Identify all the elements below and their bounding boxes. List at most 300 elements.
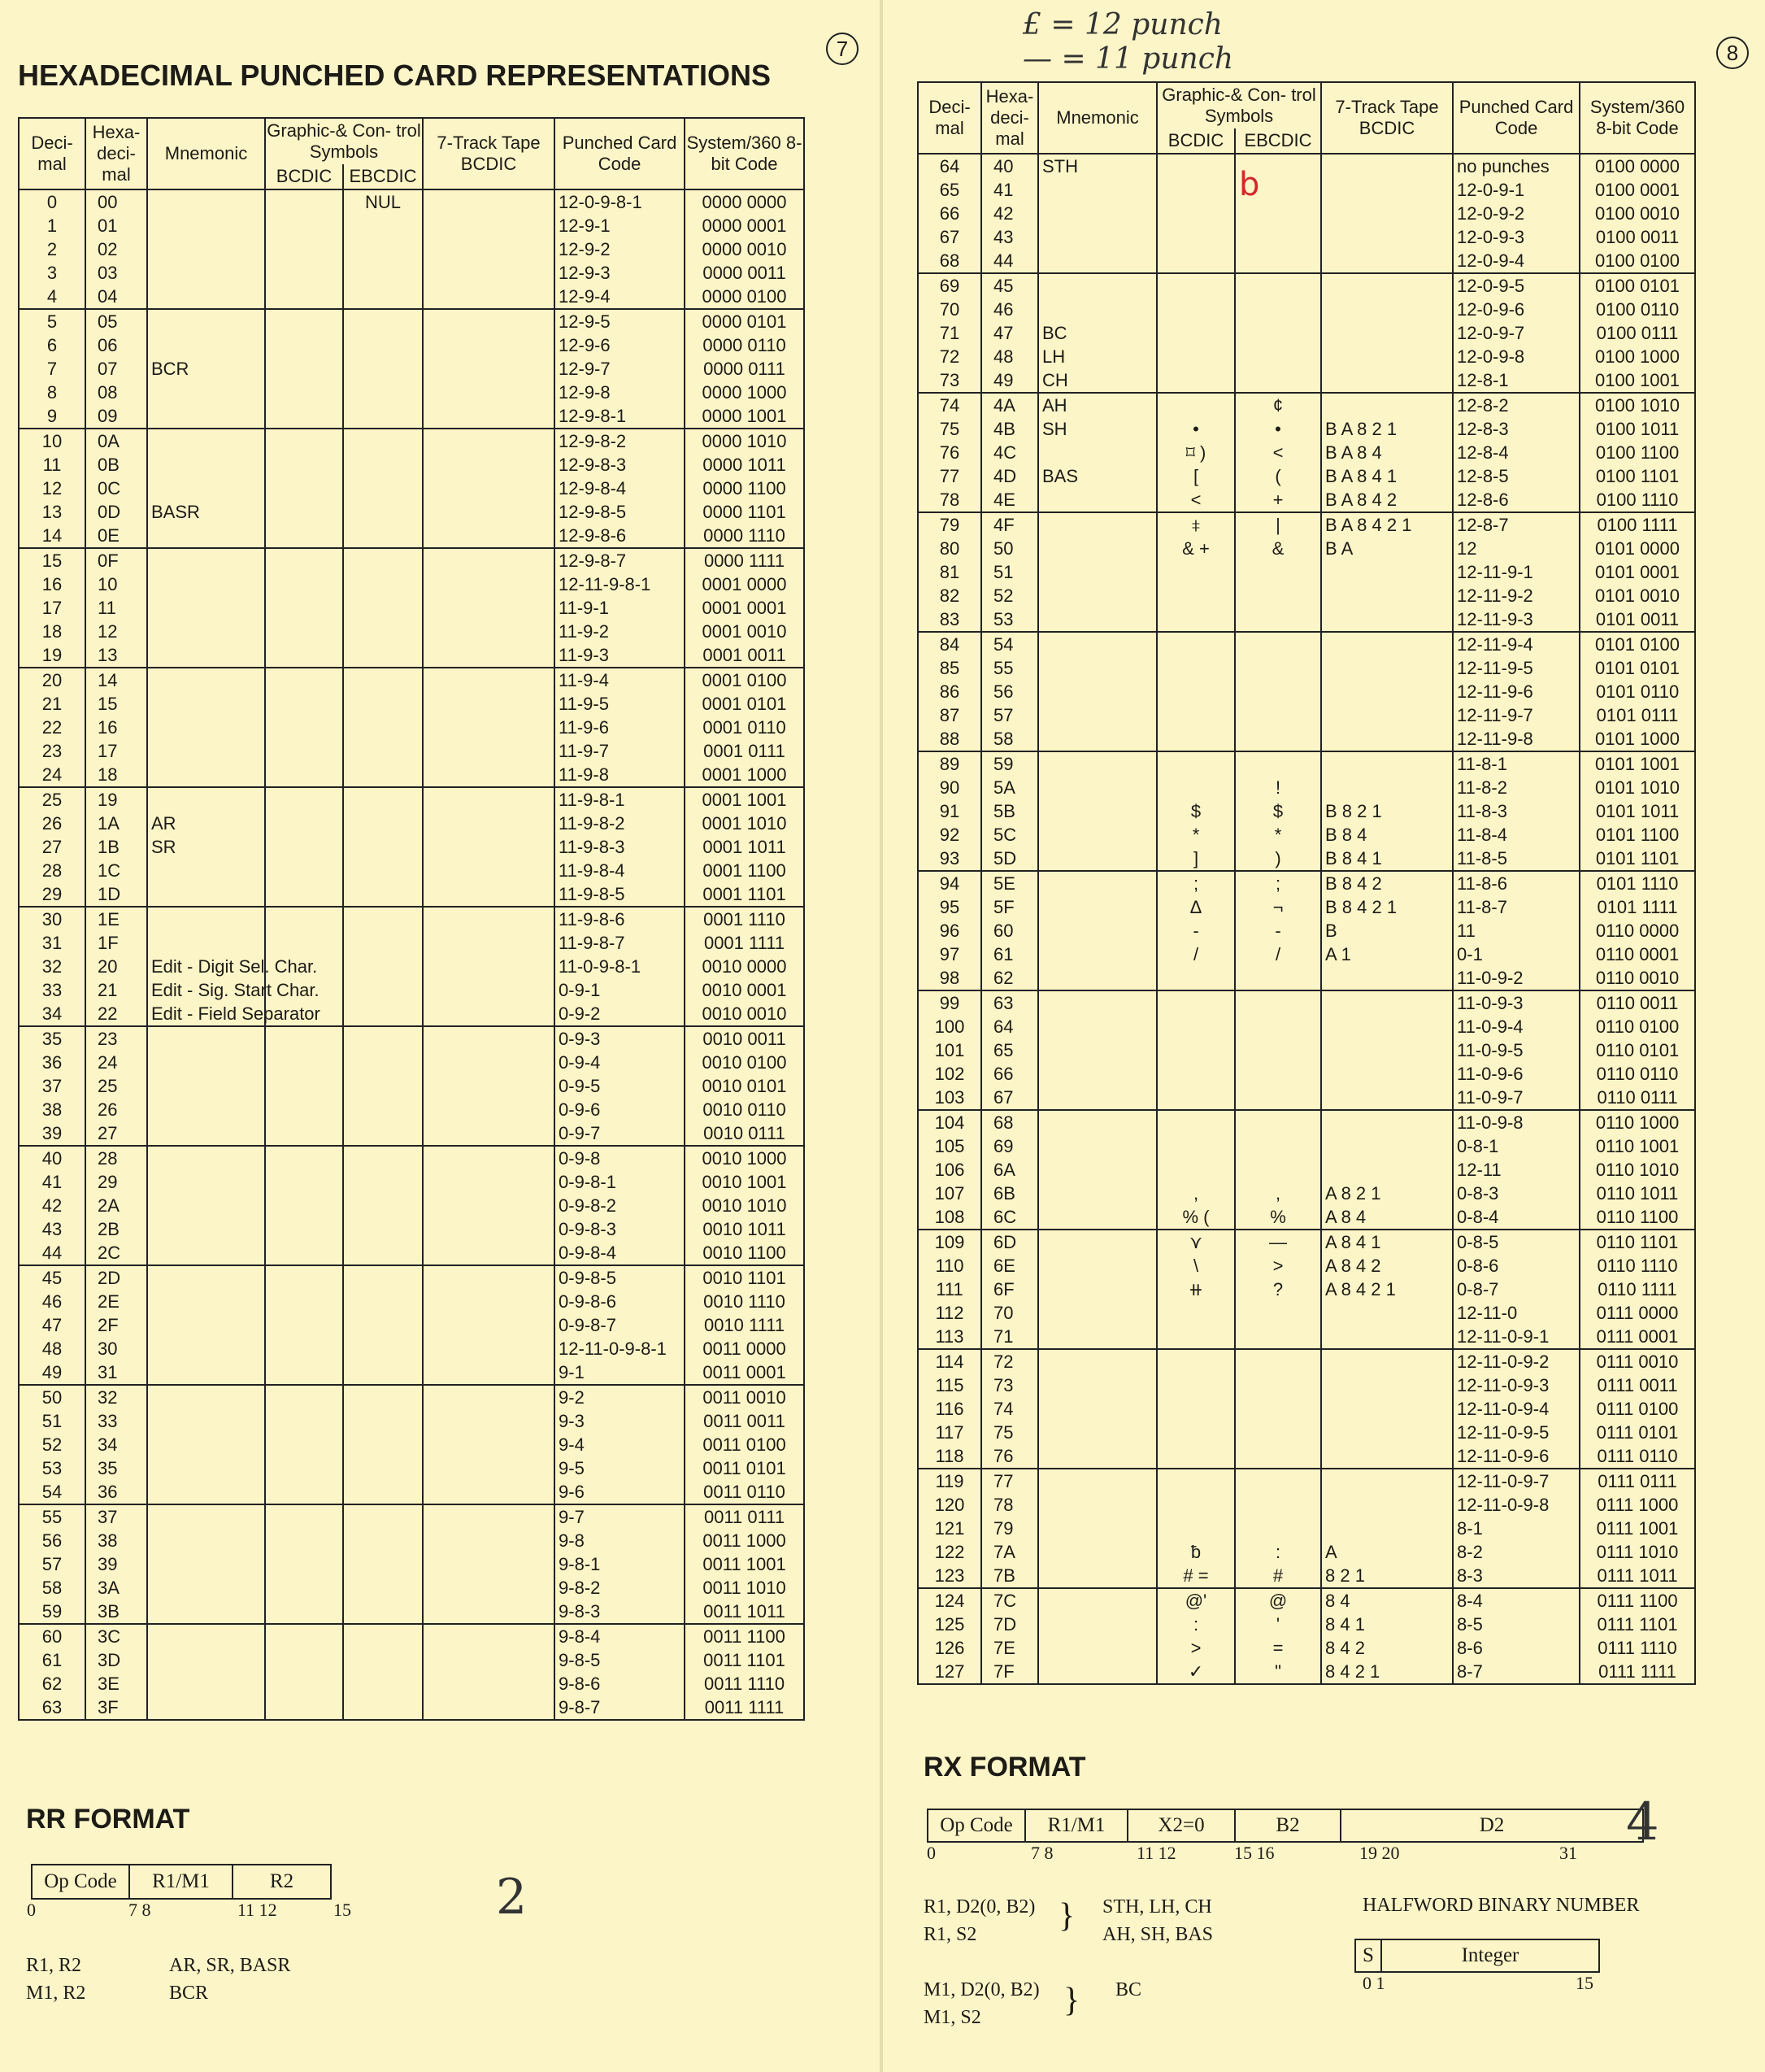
tape-cell [1321,321,1453,345]
decimal-cell: 35 [19,1026,85,1051]
decimal-cell: 111 [918,1278,981,1301]
mnemonic-cell [147,309,265,333]
ebcdic-symbol-cell [1235,1015,1321,1038]
rr-ops-1: R1, R2 [26,1955,82,1976]
bcdic-symbol-cell [265,1409,343,1433]
system-code-cell: 0111 0000 [1580,1301,1695,1325]
ebcdic-symbol-cell [1235,1469,1321,1493]
hex-cell: 0D [85,500,147,524]
table-row [918,656,1695,680]
bcdic-symbol-cell [265,333,343,357]
punched-code-cell: 9-8-5 [554,1648,685,1672]
tape-cell [423,524,554,548]
ebcdic-symbol-cell [343,1170,423,1194]
tape-cell [423,1529,554,1552]
hex-cell: 31 [85,1360,147,1385]
bcdic-symbol-cell [265,237,343,261]
decimal-cell: 115 [918,1373,981,1397]
system-code-cell: 0000 0110 [685,333,804,357]
punched-code-cell: 12-0-9-4 [1453,249,1580,273]
bcdic-symbol-cell [265,1290,343,1313]
ebcdic-symbol-cell [343,1121,423,1146]
hex-cell: 00 [85,189,147,214]
rr-mn-2: BCR [169,1983,209,2004]
system-code-cell: 0001 0001 [685,596,804,620]
tape-cell [423,739,554,763]
system-code-cell: 0011 0100 [685,1433,804,1456]
hex-cell: 5E [981,871,1038,895]
halfword-box [1354,1939,1600,1973]
bcdic-symbol-cell [265,1552,343,1576]
ebcdic-symbol-cell [343,237,423,261]
table-row [918,393,1695,417]
decimal-cell: 93 [918,847,981,871]
system-code-cell: 0111 0110 [1580,1444,1695,1469]
tape-cell [1321,1110,1453,1134]
punched-code-cell: 12-0-9-5 [1453,273,1580,298]
halfword-bit-0-1: 0 1 [1363,1973,1385,1993]
punched-code-cell: no punches [1453,154,1580,178]
punched-code-cell: 0-8-5 [1453,1230,1580,1254]
system-code-cell: 0010 1101 [685,1265,804,1290]
hex-cell: 19 [85,787,147,812]
bcdic-symbol-cell [1157,1373,1235,1397]
ebcdic-symbol-cell: / [1235,942,1321,966]
bcdic-symbol-cell: ⧧ [1157,512,1235,537]
decimal-cell: 95 [918,895,981,919]
system-code-cell: 0111 1000 [1580,1493,1695,1517]
hex-cell: 0B [85,453,147,477]
hex-cell: 1A [85,812,147,835]
system-code-cell: 0111 1100 [1580,1588,1695,1613]
system-code-cell: 0101 1111 [1580,895,1695,919]
header-tape-r: 7-Track Tape BCDIC [1321,82,1453,154]
system-code-cell: 0101 0101 [1580,656,1695,680]
system-code-cell: 0100 0011 [1580,225,1695,249]
tape-cell [423,882,554,907]
ebcdic-symbol-cell [1235,249,1321,273]
decimal-cell: 120 [918,1493,981,1517]
mnemonic-cell [147,1552,265,1576]
punched-code-cell: 11-8-1 [1453,751,1580,776]
tape-cell [423,357,554,381]
system-code-cell: 0001 0100 [685,668,804,692]
table-row [19,548,804,572]
punched-code-cell: 12-0-9-8 [1453,345,1580,368]
hex-cell: 67 [981,1086,1038,1110]
ebcdic-symbol-cell [343,1146,423,1170]
bcdic-symbol-cell [265,835,343,859]
tape-cell [423,643,554,668]
system-code-cell: 0110 1111 [1580,1278,1695,1301]
hex-cell: 4D [981,464,1038,488]
system-code-cell: 0011 1101 [685,1648,804,1672]
decimal-cell: 82 [918,584,981,607]
table-row [19,1672,804,1695]
table-row [19,1074,804,1098]
punched-code-cell: 12-11-9-8 [1453,727,1580,751]
system-code-cell: 0011 0000 [685,1337,804,1360]
ebcdic-symbol-cell [343,285,423,309]
mnemonic-cell [147,1360,265,1385]
ebcdic-symbol-cell: " [1235,1660,1321,1684]
decimal-cell: 48 [19,1337,85,1360]
ebcdic-symbol-cell [343,1313,423,1337]
punched-code-cell: 11-0-9-5 [1453,1038,1580,1062]
system-code-cell: 0011 1111 [685,1695,804,1720]
punched-code-cell: 11-9-5 [554,692,685,716]
hex-cell: 68 [981,1110,1038,1134]
tape-cell [1321,751,1453,776]
bcdic-symbol-cell [1157,1469,1235,1493]
bcdic-symbol-cell [1157,1110,1235,1134]
hex-cell: 02 [85,237,147,261]
punched-code-cell: 12-0-9-2 [1453,202,1580,225]
punched-code-cell: 0-9-4 [554,1051,685,1074]
decimal-cell: 56 [19,1529,85,1552]
tape-cell [423,1409,554,1433]
system-code-cell: 0110 0110 [1580,1062,1695,1086]
bcdic-symbol-cell [265,524,343,548]
tape-cell [1321,1062,1453,1086]
tape-cell [1321,345,1453,368]
header-tape: 7-Track Tape BCDIC [423,118,554,189]
hex-cell: 2F [85,1313,147,1337]
punched-code-cell: 12-0-9-7 [1453,321,1580,345]
tape-cell [423,812,554,835]
rx-mn-1a: STH, LH, CH [1102,1896,1212,1917]
ebcdic-symbol-cell: — [1235,1230,1321,1254]
punched-code-cell: 12-11-9-8-1 [554,572,685,596]
bcdic-symbol-cell [1157,1325,1235,1349]
system-code-cell: 0010 0101 [685,1074,804,1098]
system-code-cell: 0100 1110 [1580,488,1695,512]
tape-cell [1321,249,1453,273]
system-code-cell: 0010 0001 [685,978,804,1002]
decimal-cell: 127 [918,1660,981,1684]
bcdic-symbol-cell [265,716,343,739]
system-code-cell: 0011 0011 [685,1409,804,1433]
punched-code-cell: 0-9-2 [554,1002,685,1026]
bcdic-symbol-cell [1157,298,1235,321]
hex-cell: 11 [85,596,147,620]
table-row [918,632,1695,656]
mnemonic-cell [147,1456,265,1480]
mnemonic-cell [1038,1062,1157,1086]
punched-code-cell: 12-9-1 [554,214,685,237]
hex-cell: 23 [85,1026,147,1051]
decimal-cell: 72 [918,345,981,368]
ebcdic-symbol-cell [1235,1086,1321,1110]
rx-field-r1m1: R1/M1 [1026,1810,1128,1841]
table-row [19,1433,804,1456]
system-code-cell: 0110 1101 [1580,1230,1695,1254]
bcdic-symbol-cell [265,1504,343,1529]
bcdic-symbol-cell [265,1170,343,1194]
ebcdic-symbol-cell [1235,1444,1321,1469]
decimal-cell: 0 [19,189,85,214]
system-code-cell: 0110 1010 [1580,1158,1695,1182]
bcdic-symbol-cell [1157,990,1235,1015]
decimal-cell: 22 [19,716,85,739]
table-row [19,1098,804,1121]
mnemonic-cell [147,692,265,716]
ebcdic-symbol-cell [1235,1325,1321,1349]
system-code-cell: 0001 1000 [685,763,804,787]
mnemonic-cell [147,739,265,763]
mnemonic-cell [147,1433,265,1456]
hex-cell: 6D [981,1230,1038,1254]
bcdic-symbol-cell [265,668,343,692]
tape-cell [423,1194,554,1217]
hex-cell: 59 [981,751,1038,776]
bcdic-symbol-cell [265,643,343,668]
system-code-cell: 0011 1001 [685,1552,804,1576]
hex-cell: 71 [981,1325,1038,1349]
mnemonic-cell [147,1313,265,1337]
table-row [19,1002,804,1026]
tape-cell [423,1576,554,1600]
punched-code-cell: 9-3 [554,1409,685,1433]
table-row [918,584,1695,607]
tape-cell [423,1624,554,1648]
table-row [19,285,804,309]
punched-code-cell: 12-8-1 [1453,368,1580,393]
hex-cell: 45 [981,273,1038,298]
decimal-cell: 40 [19,1146,85,1170]
hex-cell: 5A [981,776,1038,799]
rx-bit-8: 7 8 [1031,1843,1054,1863]
bcdic-symbol-cell [1157,680,1235,703]
ebcdic-symbol-cell [343,1074,423,1098]
hex-cell: 73 [981,1373,1038,1397]
tape-cell [1321,727,1453,751]
hex-cell: 7B [981,1564,1038,1588]
punched-code-cell: 12-11-0-9-1 [1453,1325,1580,1349]
tape-cell [423,309,554,333]
ebcdic-symbol-cell [1235,680,1321,703]
punched-code-cell: 11 [1453,919,1580,942]
hex-cell: 2A [85,1194,147,1217]
bcdic-symbol-cell [1157,202,1235,225]
bcdic-symbol-cell [265,1121,343,1146]
hex-cell: 33 [85,1409,147,1433]
table-row [19,620,804,643]
tape-cell [1321,1301,1453,1325]
decimal-cell: 90 [918,776,981,799]
tape-cell [423,692,554,716]
tape-cell [423,1385,554,1409]
bcdic-symbol-cell [1157,1421,1235,1444]
mnemonic-cell [1038,560,1157,584]
punched-code-cell: 11-9-6 [554,716,685,739]
header-punched: Punched Card Code [554,118,685,189]
decimal-cell: 18 [19,620,85,643]
ebcdic-symbol-cell [343,1026,423,1051]
system-code-cell: 0111 1111 [1580,1660,1695,1684]
table-row [918,202,1695,225]
rr-bit-15: 15 [333,1900,351,1920]
ebcdic-symbol-cell [343,309,423,333]
system-code-cell: 0111 0011 [1580,1373,1695,1397]
header-hex: Hexa- deci- mal [85,118,147,189]
tape-cell [423,1074,554,1098]
decimal-cell: 53 [19,1456,85,1480]
table-row [918,1613,1695,1636]
punched-code-cell: 12-11-9-5 [1453,656,1580,680]
decimal-cell: 52 [19,1433,85,1456]
system-code-cell: 0001 1001 [685,787,804,812]
bcdic-symbol-cell [265,1624,343,1648]
hex-cell: 32 [85,1385,147,1409]
table-row [19,1217,804,1241]
bcdic-symbol-cell [265,404,343,429]
brace-1: } [1059,1897,1076,1935]
table-row [918,464,1695,488]
decimal-cell: 100 [918,1015,981,1038]
ebcdic-symbol-cell [1235,298,1321,321]
hex-cell: 5B [981,799,1038,823]
system-code-cell: 0101 0001 [1580,560,1695,584]
punched-code-cell: 12-11-9-1 [1453,560,1580,584]
punched-code-cell: 9-8-4 [554,1624,685,1648]
mnemonic-cell [1038,1517,1157,1540]
mnemonic-cell [1038,1349,1157,1373]
decimal-cell: 96 [918,919,981,942]
decimal-cell: 3 [19,261,85,285]
system-code-cell: 0111 0001 [1580,1325,1695,1349]
punched-code-cell: 8-1 [1453,1517,1580,1540]
hex-cell: 21 [85,978,147,1002]
table-row [918,680,1695,703]
table-row [19,1360,804,1385]
system-code-cell: 0001 0110 [685,716,804,739]
decimal-cell: 43 [19,1217,85,1241]
bcdic-symbol-cell [265,1456,343,1480]
hex-cell: 08 [85,381,147,404]
mnemonic-cell: BASR [147,500,265,524]
bcdic-symbol-cell [265,1360,343,1385]
table-row [19,835,804,859]
tape-cell: B [1321,919,1453,942]
hex-cell: 64 [981,1015,1038,1038]
punched-code-cell: 8-6 [1453,1636,1580,1660]
table-row [918,1015,1695,1038]
bcdic-symbol-cell [265,1074,343,1098]
tape-cell: B A [1321,537,1453,560]
mnemonic-cell [147,1504,265,1529]
punched-code-cell: 0-9-8-5 [554,1265,685,1290]
mnemonic-cell [147,333,265,357]
bcdic-symbol-cell [265,1695,343,1720]
punched-code-cell: 12-9-8 [554,381,685,404]
decimal-cell: 42 [19,1194,85,1217]
bcdic-symbol-cell [1157,1444,1235,1469]
punched-code-cell: 11-0-9-8-1 [554,955,685,978]
ebcdic-symbol-cell [343,1648,423,1672]
punched-code-cell: 12-8-7 [1453,512,1580,537]
decimal-cell: 13 [19,500,85,524]
bcdic-symbol-cell [265,1241,343,1265]
header-bcdic: BCDIC [265,164,343,189]
table-row [19,309,804,333]
bcdic-symbol-cell [265,1217,343,1241]
hex-cell: 51 [981,560,1038,584]
bcdic-symbol-cell [1157,1493,1235,1517]
mnemonic-cell [147,1026,265,1051]
punched-code-cell: 9-8-1 [554,1552,685,1576]
red-mark: b [1239,166,1260,203]
ebcdic-symbol-cell [343,572,423,596]
mnemonic-cell [147,643,265,668]
punched-code-cell: 11-9-8-1 [554,787,685,812]
ebcdic-symbol-cell [343,763,423,787]
decimal-cell: 85 [918,656,981,680]
system-code-cell: 0101 1101 [1580,847,1695,871]
punched-code-cell: 12-9-5 [554,309,685,333]
punched-code-cell: 11-9-8-3 [554,835,685,859]
bcdic-symbol-cell: ⌑ ) [1157,441,1235,464]
system-code-cell: 0101 1100 [1580,823,1695,847]
mnemonic-cell [1038,1444,1157,1469]
hex-cell: 55 [981,656,1038,680]
system-code-cell: 0001 0111 [685,739,804,763]
tape-cell [423,477,554,500]
table-row [918,1444,1695,1469]
table-row [918,1517,1695,1540]
decimal-cell: 92 [918,823,981,847]
table-row [918,321,1695,345]
mnemonic-cell [1038,656,1157,680]
system-code-cell: 0000 0111 [685,357,804,381]
mnemonic-cell [1038,895,1157,919]
system-code-cell: 0010 1100 [685,1241,804,1265]
bcdic-symbol-cell [1157,776,1235,799]
punched-code-cell: 9-5 [554,1456,685,1480]
bcdic-symbol-cell [1157,1062,1235,1086]
decimal-cell: 118 [918,1444,981,1469]
hex-cell: 52 [981,584,1038,607]
mnemonic-cell [147,1194,265,1217]
system-code-cell: 0000 0010 [685,237,804,261]
system-code-cell: 0001 0010 [685,620,804,643]
table-row [19,1313,804,1337]
ebcdic-symbol-cell: • [1235,417,1321,441]
system-code-cell: 0110 1100 [1580,1205,1695,1230]
punched-code-cell: 9-1 [554,1360,685,1385]
bcdic-symbol-cell [1157,656,1235,680]
decimal-cell: 112 [918,1301,981,1325]
tape-cell [423,1552,554,1576]
ebcdic-symbol-cell [343,1600,423,1624]
table-row [918,1254,1695,1278]
table-row [918,225,1695,249]
punched-code-cell: 11-0-9-2 [1453,966,1580,990]
decimal-cell: 124 [918,1588,981,1613]
ebcdic-symbol-cell [343,882,423,907]
decimal-cell: 104 [918,1110,981,1134]
hex-cell: 5D [981,847,1038,871]
rr-format-title: RR FORMAT [26,1804,190,1835]
ebcdic-symbol-cell: ? [1235,1278,1321,1301]
decimal-cell: 28 [19,859,85,882]
hex-cell: 17 [85,739,147,763]
table-row [918,154,1695,178]
header-system: System/360 8-bit Code [685,118,804,189]
mnemonic-cell [147,404,265,429]
bcdic-symbol-cell [1157,368,1235,393]
hex-cell: 2C [85,1241,147,1265]
